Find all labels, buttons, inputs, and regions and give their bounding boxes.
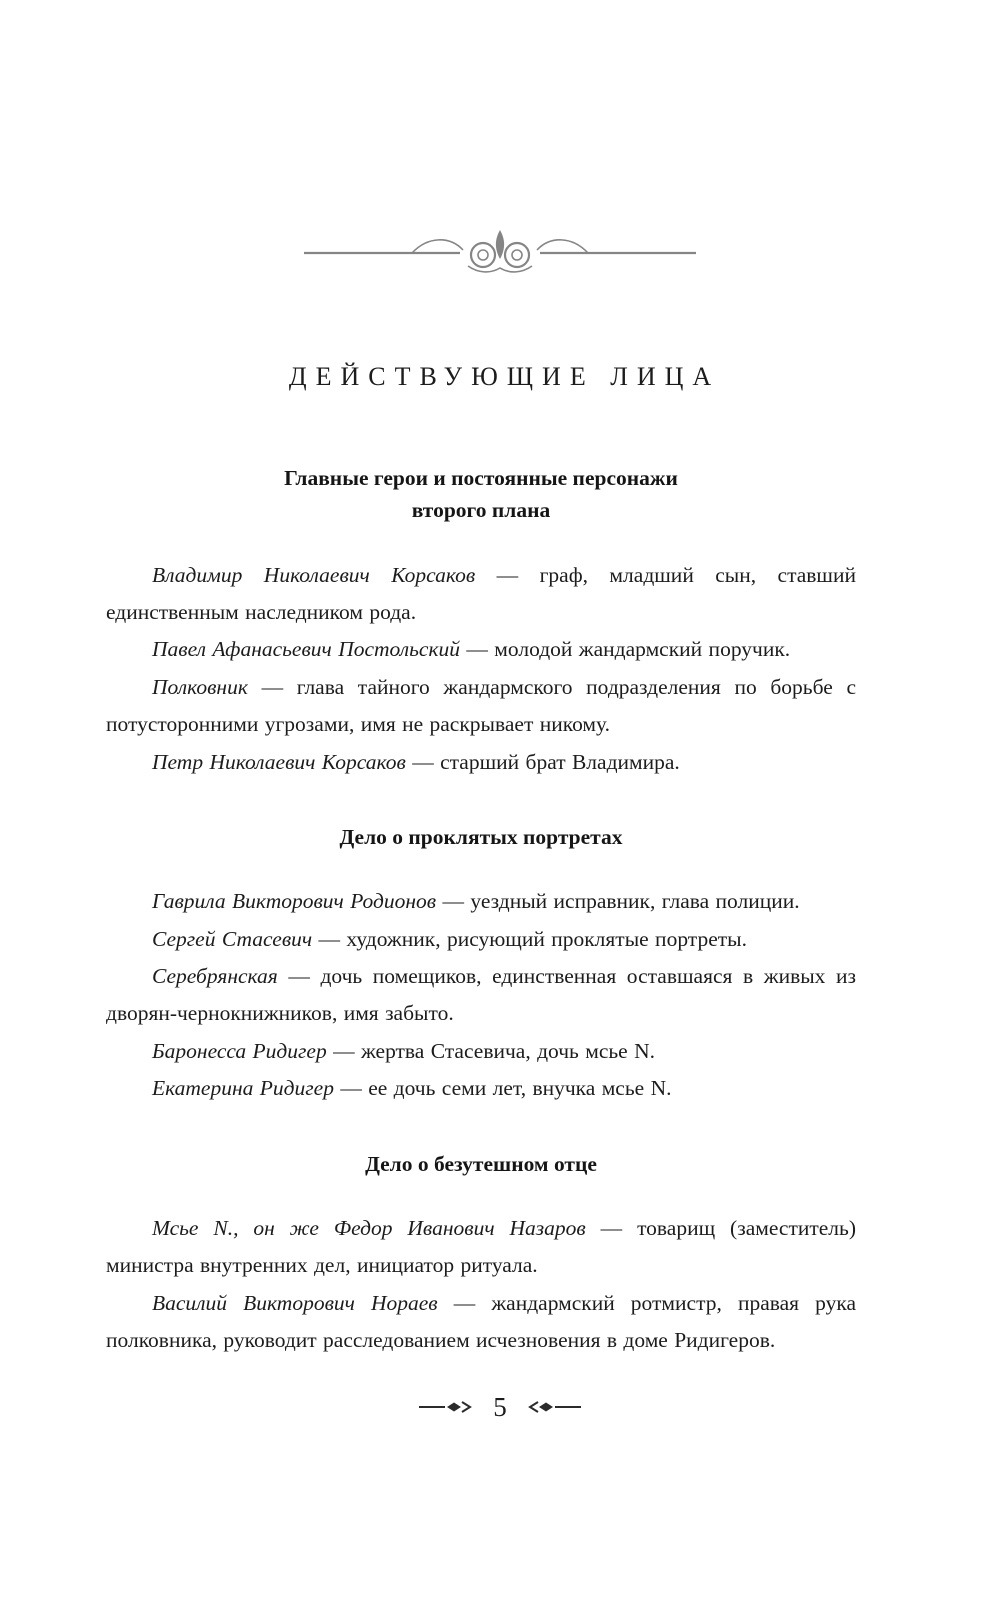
- page-number: 5: [493, 1391, 507, 1422]
- character-entry: [106, 1210, 856, 1285]
- character-entry: [106, 744, 856, 781]
- character-description: — граф, младший сын, ставший единственным наследником рода.: [106, 562, 856, 624]
- character-description: — глава тайного жандармского подразделения по борьбе с потусторонними угрозами, имя не раскрывает никому.: [106, 674, 856, 737]
- character-description: — художник, рисующий проклятые портреты.: [318, 926, 747, 951]
- character-name: Павел Афанасьевич Постольский: [152, 637, 461, 662]
- character-entry: [106, 1033, 856, 1070]
- character-name: Полковник: [152, 674, 248, 699]
- character-description: — жертва Стасевича, дочь мсье N.: [333, 1038, 655, 1063]
- character-entry: [106, 669, 856, 744]
- section-heading-cursed-portraits: Дело о проклятых портретах: [339, 824, 623, 849]
- character-entry: [106, 1285, 856, 1360]
- character-name: Серебрянская: [152, 964, 278, 988]
- content-block: [0, 462, 1000, 1360]
- top-divider-ornament: [300, 226, 700, 278]
- character-name: Гаврила Викторович Родионов: [152, 889, 437, 914]
- character-name: Екатерина Ридигер: [152, 1076, 334, 1101]
- character-name: Владимир Николаевич Корсаков: [152, 562, 476, 587]
- character-description: — уездный исправник, глава полиции.: [442, 889, 800, 914]
- character-entry: [106, 631, 856, 668]
- character-entry: [106, 958, 856, 1033]
- character-entry: [106, 1070, 856, 1107]
- footer-flourish-right-icon: [523, 1398, 583, 1416]
- page-title: ДЕЙСТВУЮЩИЕ ЛИЦА: [288, 362, 721, 391]
- character-entry: [106, 557, 856, 632]
- character-description: — жандармский ротмистр, правая рука полковника, руководит расследованием исчезновения в доме Ридигеров.: [106, 1290, 856, 1353]
- character-name: Сергей Стасевич: [152, 926, 313, 951]
- character-description: — старший брат Владимира.: [412, 749, 680, 774]
- character-entry: [106, 921, 856, 958]
- character-description: — товарищ (заместитель) министра внутренних дел, инициатор ритуала.: [106, 1215, 857, 1278]
- character-name: Василий Викторович Нораев: [152, 1290, 438, 1315]
- character-name: Баронесса Ридигер: [152, 1038, 327, 1063]
- character-description: — дочь помещиков, единственная оставшаяся в живых из дворян-чернокнижников, имя забыто.: [106, 964, 857, 1026]
- character-entry: [106, 883, 856, 920]
- character-description: — ее дочь семи лет, внучка мсье N.: [340, 1076, 672, 1101]
- footer-flourish-left-icon: [417, 1398, 477, 1416]
- character-name: Петр Николаевич Корсаков: [152, 749, 406, 774]
- character-name: Мсье N., он же Федор Иванович Назаров: [152, 1215, 586, 1240]
- character-description: — молодой жандармский поручик.: [466, 637, 791, 662]
- page-footer: [0, 1391, 1000, 1422]
- section-heading-main-characters: Главные герои и постоянные персонажи второго плана: [284, 466, 678, 523]
- section-heading-grieving-father: Дело о безутешном отце: [365, 1151, 597, 1176]
